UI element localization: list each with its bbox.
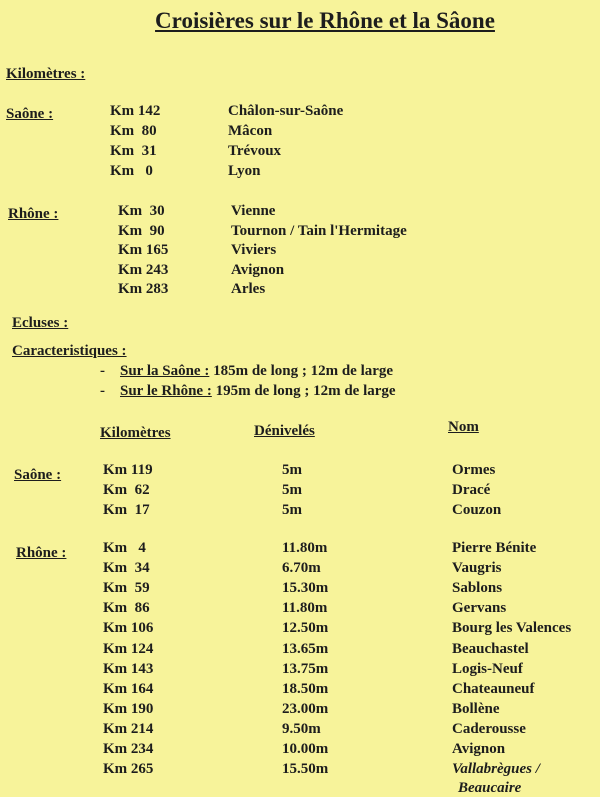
- km-value: Km 283: [118, 281, 169, 297]
- lock-row: [0, 701, 600, 721]
- lock-name: Caderousse: [452, 720, 526, 737]
- lock-denivele: 11.80m: [282, 540, 328, 556]
- lock-denivele: 12.50m: [282, 620, 329, 637]
- lock-row: [0, 462, 600, 482]
- col-den-header: Dénivelés: [254, 423, 315, 439]
- lock-km: Km 106: [103, 620, 154, 637]
- km-row: [0, 242, 600, 262]
- lock-km: Km 190: [103, 700, 154, 717]
- lock-denivele: 11.80m: [282, 600, 328, 617]
- caract-rhone: [100, 383, 396, 400]
- lock-name: Sablons: [452, 580, 503, 597]
- lock-km: Km 119: [103, 462, 153, 478]
- rhone-locks-label: Rhône :: [16, 545, 67, 561]
- lock-name: Ormes: [452, 462, 496, 478]
- lock-denivele: 23.00m: [282, 700, 329, 717]
- lock-denivele: 9.50m: [282, 720, 321, 737]
- lock-name: Chateauneuf: [452, 680, 535, 697]
- lock-km: Km 124: [103, 640, 154, 657]
- lock-name: Vaugris: [452, 560, 502, 577]
- lock-km: Km 86: [103, 600, 150, 617]
- caract-saone-where: Sur la Saône :: [120, 363, 210, 379]
- rhone-label: Rhône :: [8, 206, 59, 222]
- lock-km: Km 265: [103, 761, 154, 778]
- lock-km: Km 59: [103, 580, 150, 597]
- caract-saone: [100, 363, 393, 380]
- lock-denivele: 13.75m: [282, 660, 329, 677]
- km-row: [0, 262, 600, 282]
- lock-km: Km 17: [103, 502, 150, 518]
- km-row: [0, 143, 600, 163]
- lock-denivele: 5m: [282, 482, 302, 498]
- dash: -: [100, 383, 105, 399]
- lock-name: Dracé: [452, 482, 491, 498]
- lock-denivele: 6.70m: [282, 560, 321, 577]
- lock-denivele: 13.65m: [282, 640, 329, 657]
- lock-km: Km 234: [103, 741, 154, 757]
- lock-km: Km 62: [103, 482, 150, 498]
- lock-name-line2: Beaucaire: [458, 780, 522, 797]
- lock-name: Bourg les Valences: [452, 620, 572, 637]
- lock-km: Km 34: [103, 560, 150, 577]
- km-row: [0, 123, 600, 143]
- place-name: Mâcon: [228, 123, 273, 139]
- km-value: Km 142: [110, 103, 161, 119]
- dash: -: [100, 363, 105, 379]
- lock-name: Avignon: [452, 741, 506, 757]
- col-nom-header: Nom: [448, 419, 479, 435]
- lock-row: [0, 721, 600, 741]
- km-value: Km 243: [118, 261, 169, 278]
- lock-row: [0, 540, 600, 560]
- lock-name: Couzon: [452, 502, 502, 518]
- lock-denivele: 5m: [282, 502, 302, 518]
- lock-km: Km 164: [103, 680, 154, 697]
- lock-km: Km 143: [103, 660, 154, 677]
- place-name: Arles: [231, 281, 266, 297]
- lock-row: [0, 641, 600, 661]
- km-value: Km 90: [118, 222, 165, 239]
- place-name: Lyon: [228, 163, 261, 179]
- km-row: [0, 281, 600, 301]
- lock-row: [0, 580, 600, 600]
- lock-row: [0, 482, 600, 502]
- lock-name: Logis-Neuf: [452, 660, 523, 677]
- lock-row: [0, 681, 600, 701]
- caract-heading: Caracteristiques :: [12, 343, 127, 359]
- place-name: Viviers: [231, 242, 277, 258]
- lock-denivele: 18.50m: [282, 680, 329, 697]
- lock-denivele: 15.30m: [282, 580, 329, 597]
- lock-km: Km 4: [103, 540, 146, 556]
- page-title: Croisières sur le Rhône et la Sâone: [155, 8, 495, 33]
- km-row: [0, 223, 600, 243]
- km-row: [0, 103, 600, 123]
- place-name: Châlon-sur-Saône: [228, 103, 344, 119]
- km-value: Km 31: [110, 143, 157, 159]
- lock-name: Vallabrègues /: [452, 761, 540, 778]
- lock-denivele: 10.00m: [282, 741, 329, 757]
- ecluses-heading: Ecluses :: [12, 315, 69, 331]
- lock-name: Pierre Bénite: [452, 540, 537, 556]
- caract-rhone-where: Sur le Rhône :: [120, 383, 212, 399]
- place-name: Tournon / Tain l'Hermitage: [231, 222, 407, 239]
- lock-row: [0, 620, 600, 640]
- lock-row: [0, 600, 600, 620]
- lock-name: Gervans: [452, 600, 507, 617]
- km-value: Km 80: [110, 123, 157, 139]
- km-value: Km 30: [118, 203, 165, 219]
- lock-name: Bollène: [452, 700, 500, 717]
- place-name: Avignon: [231, 261, 285, 278]
- saone-label: Saône :: [6, 106, 54, 122]
- col-km-header: Kilomètres: [100, 425, 171, 441]
- caract-rhone-desc: 195m de long ; 12m de large: [211, 383, 396, 399]
- km-heading: Kilomètres :: [6, 66, 86, 82]
- caract-saone-desc: 185m de long ; 12m de large: [209, 363, 394, 379]
- lock-row: [0, 741, 600, 761]
- km-row: [0, 203, 600, 223]
- lock-row: [0, 661, 600, 681]
- km-value: Km 165: [118, 242, 169, 258]
- lock-row: [0, 761, 600, 797]
- lock-denivele: 15.50m: [282, 761, 329, 778]
- place-name: Trévoux: [228, 143, 282, 159]
- lock-name: Beauchastel: [452, 640, 529, 657]
- place-name: Vienne: [231, 203, 276, 219]
- saone-locks-label: Saône :: [14, 467, 62, 483]
- lock-denivele: 5m: [282, 462, 302, 478]
- lock-row: [0, 502, 600, 522]
- km-value: Km 0: [110, 163, 153, 179]
- lock-km: Km 214: [103, 720, 154, 737]
- km-row: [0, 163, 600, 183]
- lock-row: [0, 560, 600, 580]
